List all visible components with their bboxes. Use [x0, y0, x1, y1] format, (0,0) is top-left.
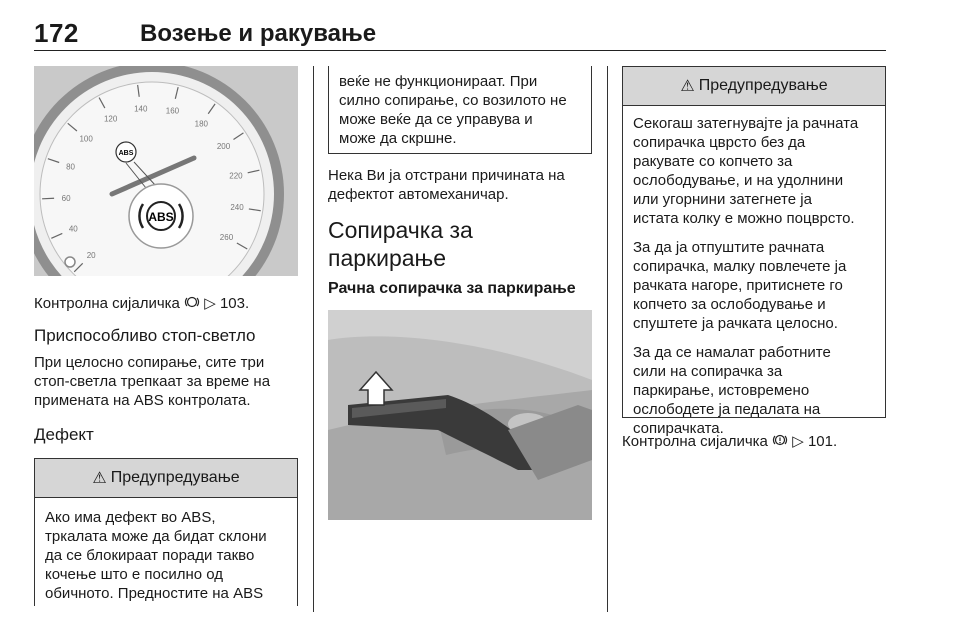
warning-para-2: За да ја отпуштите рачната сопирачка, малку повлечете ја рачката нагоре, притиснете го копчето за ослободување и спуштете ја рачката целосно.	[633, 239, 847, 332]
subheading-hand-brake: Рачна сопирачка за паркирање	[328, 280, 576, 297]
speedometer-figure	[34, 66, 298, 276]
speedometer-label: 120	[103, 114, 118, 124]
abs-small-label: ABS	[118, 150, 134, 157]
speedometer-label: 240	[230, 203, 244, 213]
warning-icon: ⚠	[680, 78, 695, 95]
caption-text: Контролна сијаличка	[34, 295, 180, 312]
page-number: 172	[34, 18, 79, 48]
handbrake-figure	[328, 310, 592, 520]
speedometer-label: 140	[134, 104, 148, 114]
warning-para-3: За да се намалат работните сили на сопирачка за паркирање, истовремено ослободете ја педалата на сопирачката.	[633, 344, 831, 437]
page-title: Возење и ракување	[140, 20, 377, 47]
column-3	[622, 66, 886, 451]
speedometer-label: 80	[66, 162, 76, 172]
speedometer-label: 220	[229, 171, 243, 181]
adaptive-text: При целосно сопирање, сите три стоп-светла трепкаат за време на примената на ABS контролата.	[34, 354, 271, 409]
abs-large-label: ABS	[148, 210, 174, 224]
warning-box-continued: веќе не функционираат. При силно сопирање, со возилото не може веќе да се управува и може да скршне.	[328, 66, 592, 154]
column-divider-2	[607, 66, 608, 612]
figure-caption-abs	[34, 294, 298, 313]
page-ref-arrow-icon: ▷	[204, 295, 216, 312]
column-1	[34, 66, 298, 606]
warning-box-header: ⚠ Предупредување	[623, 67, 885, 106]
warning-box-abs: ⚠ Предупредување Ако има дефект во ABS, тркалата може да бидат склони да се блокираат поради такво кочење што е посилно од обичното. Предностите на ABS	[34, 458, 298, 606]
page-ref: 103.	[219, 295, 250, 312]
speedometer-label: 100	[79, 134, 93, 144]
warning-icon: ⚠	[92, 470, 107, 487]
heading-parking-brake: Сопирачка за паркирање	[328, 217, 473, 271]
column-2	[328, 66, 592, 520]
figure-caption-brake	[622, 432, 886, 451]
heading-adaptive-brake-light: Приспособливо стоп-светло	[34, 326, 256, 345]
speedometer-label: 60	[61, 193, 71, 203]
heading-fault: Дефект	[34, 425, 94, 444]
page-ref: 101.	[807, 433, 838, 450]
speedometer-label: 260	[219, 233, 234, 242]
page-ref-arrow-icon: ▷	[792, 433, 804, 450]
warning-box-parking-brake	[622, 66, 886, 437]
speedometer-label: 200	[216, 142, 231, 152]
speedometer-label: 20	[86, 250, 96, 260]
brake-lamp-icon	[772, 432, 788, 448]
warning-para-1: Секогаш затегнувајте ја рачната сопирачка цврсто без да ракувате со копчето за ослободување, и на удолнини или угорнини затегнете ја истата колку е можно поцврсто.	[633, 115, 859, 227]
page-header	[34, 14, 886, 51]
speedometer-label: 40	[68, 224, 78, 234]
speedometer-label: 180	[194, 119, 209, 129]
repair-text: Нека Ви ја отстрани причината на дефектот автомеханичар.	[328, 167, 565, 203]
abs-lamp-icon	[184, 294, 200, 310]
speedometer-label: 160	[165, 106, 180, 116]
caption-text: Контролна сијаличка	[622, 433, 768, 450]
speedometer-tick	[42, 198, 54, 199]
warning-box-header: ⚠ Предупредување	[35, 459, 297, 498]
column-divider-1	[313, 66, 314, 612]
